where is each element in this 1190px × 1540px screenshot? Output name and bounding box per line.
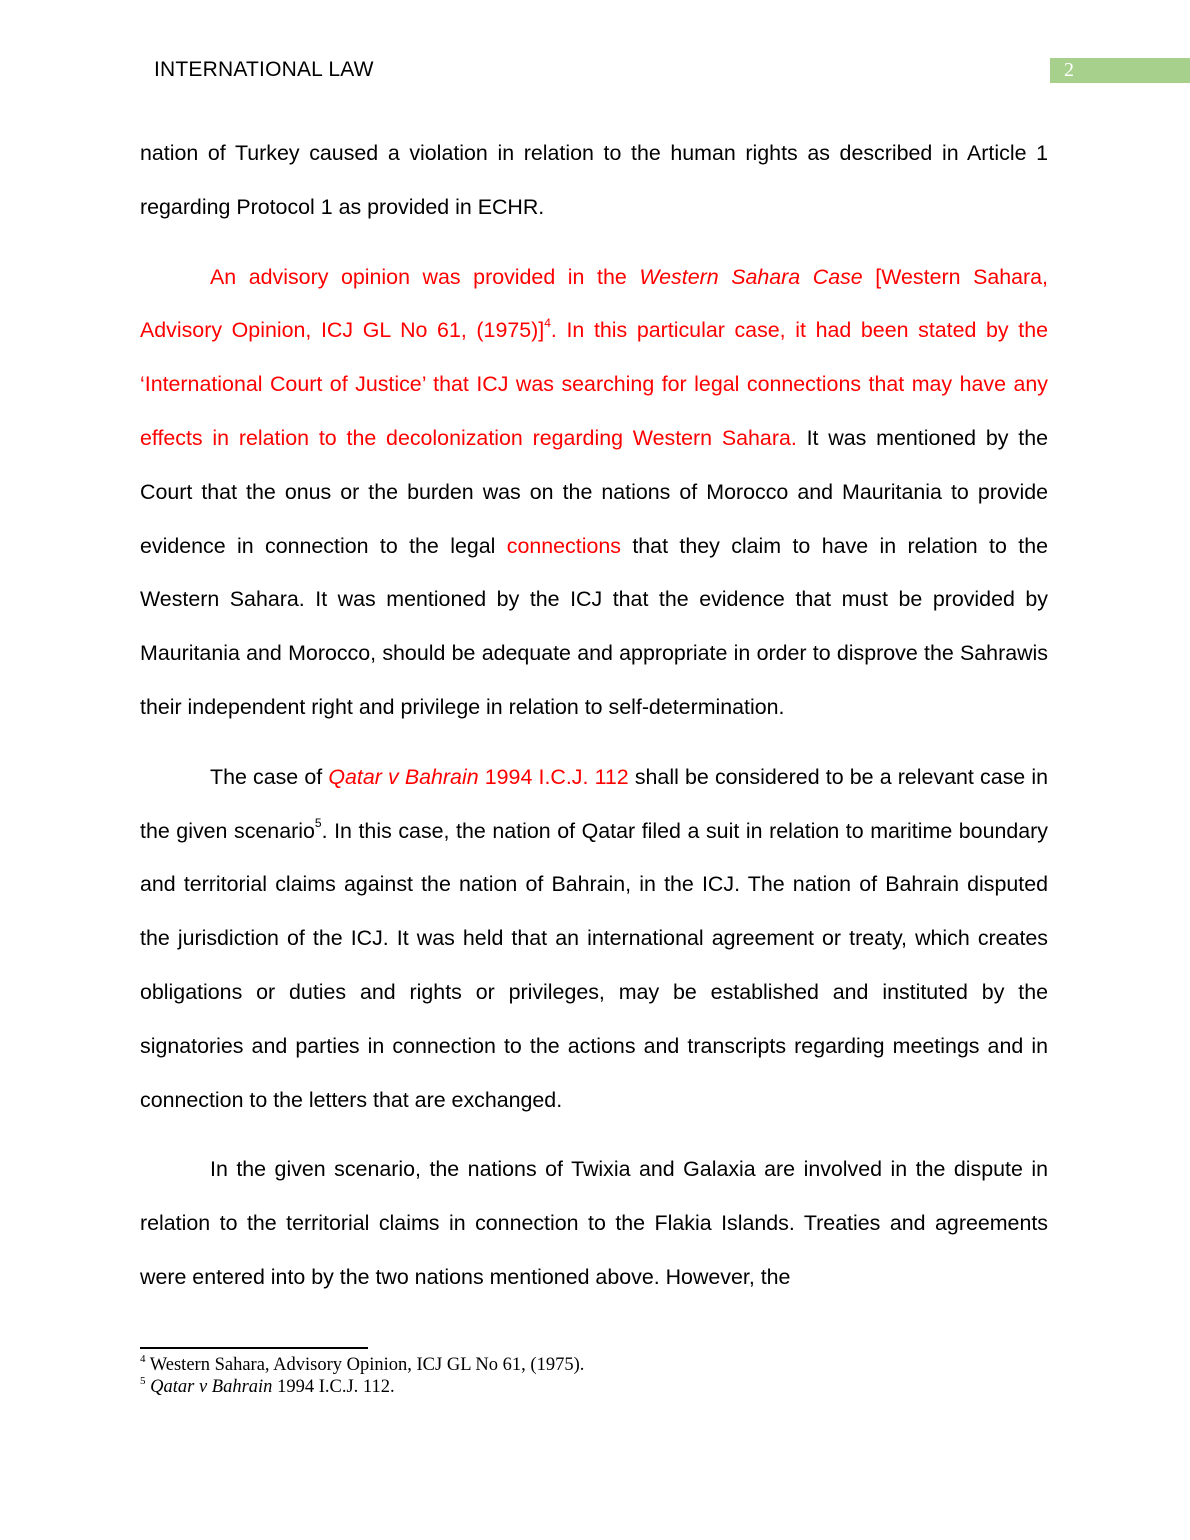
footnotes <box>140 1354 1048 1398</box>
page-number: 2 <box>1050 58 1190 83</box>
footnote-4 <box>140 1354 1048 1376</box>
paragraph-2-text-a: An advisory opinion was provided in the <box>210 264 640 289</box>
paragraph-2-text-c: It was mentioned by the Court that the onus or the burden was on the nations of Morocco and Mauritania to provide evidence in connection to the legal <box>140 425 1048 558</box>
paragraph-4 <box>140 1143 1048 1304</box>
paragraph-2-highlight-connections: connections <box>506 533 621 558</box>
footnote-separator <box>140 1347 368 1349</box>
footnote-number: 5 <box>140 1374 146 1387</box>
document-body <box>140 127 1048 1305</box>
paragraph-2 <box>140 251 1048 735</box>
paragraph-2-text-d: that they claim to have in relation to the Western Sahara. It was mentioned by the ICJ that the evidence that must be provided by Mauritania and Morocco, should be adequate and appropriate in order to disprove the Sahrawis their independent right and privilege in relation to self-determination. <box>140 533 1048 719</box>
footnote-text: Western Sahara, Advisory Opinion, ICJ GL No 61, (1975). <box>145 1355 585 1375</box>
paragraph-3-text-c: . In this case, the nation of Qatar filed a suit in relation to maritime boundary and territorial claims against the nation of Bahrain, in the ICJ. The nation of Bahrain disputed the jurisdiction of the ICJ. It was held that an international agreement or treaty, which creates obligations or duties and rights or privileges, may be established and instituted by the signatories and parties in connection to the actions and transcripts regarding meetings and in connection to the letters that are exchanged. <box>140 818 1048 1112</box>
paragraph-3 <box>140 751 1048 1128</box>
case-name-western-sahara: Western Sahara Case <box>639 264 863 289</box>
footnote-ref-5: 5 <box>314 816 322 831</box>
paragraph-3-text-b: shall be considered to be a relevant case in the given scenario <box>140 764 1048 843</box>
footnote-number: 4 <box>140 1352 146 1365</box>
paragraph-1 <box>140 127 1048 235</box>
paragraph-2-citation: [Western Sahara, Advisory Opinion, ICJ GL No 61, (1975)] <box>140 264 1048 343</box>
paragraph-3-text-a: The case of <box>210 764 329 789</box>
footnote-5 <box>140 1376 1048 1398</box>
paragraph-4-text: In the given scenario, the nations of Twixia and Galaxia are involved in the dispute in relation to the territorial claims in connection to the Flakia Islands. Treaties and agreements were entered into by the two nations mentioned above. However, the <box>140 1157 1048 1289</box>
paragraph-3-citation: 1994 I.C.J. 112 <box>478 764 629 789</box>
running-title: INTERNATIONAL LAW <box>154 58 374 81</box>
paragraph-2-text-b: . In this particular case, it had been stated by the ‘International Court of Justice’ that ICJ was searching for legal connections that may have any effects in relation to the decolonization regarding Western Sahara. <box>140 318 1048 450</box>
footnote-text: 1994 I.C.J. 112. <box>272 1377 395 1397</box>
case-name-qatar-v-bahrain: Qatar v Bahrain <box>328 764 479 789</box>
footnote-ref-4: 4 <box>544 316 551 331</box>
footnote-case-name: Qatar v Bahrain <box>150 1377 273 1397</box>
paragraph-1-text: nation of Turkey caused a violation in relation to the human rights as described in Article 1 regarding Protocol 1 as provided in ECHR. <box>140 141 1048 219</box>
